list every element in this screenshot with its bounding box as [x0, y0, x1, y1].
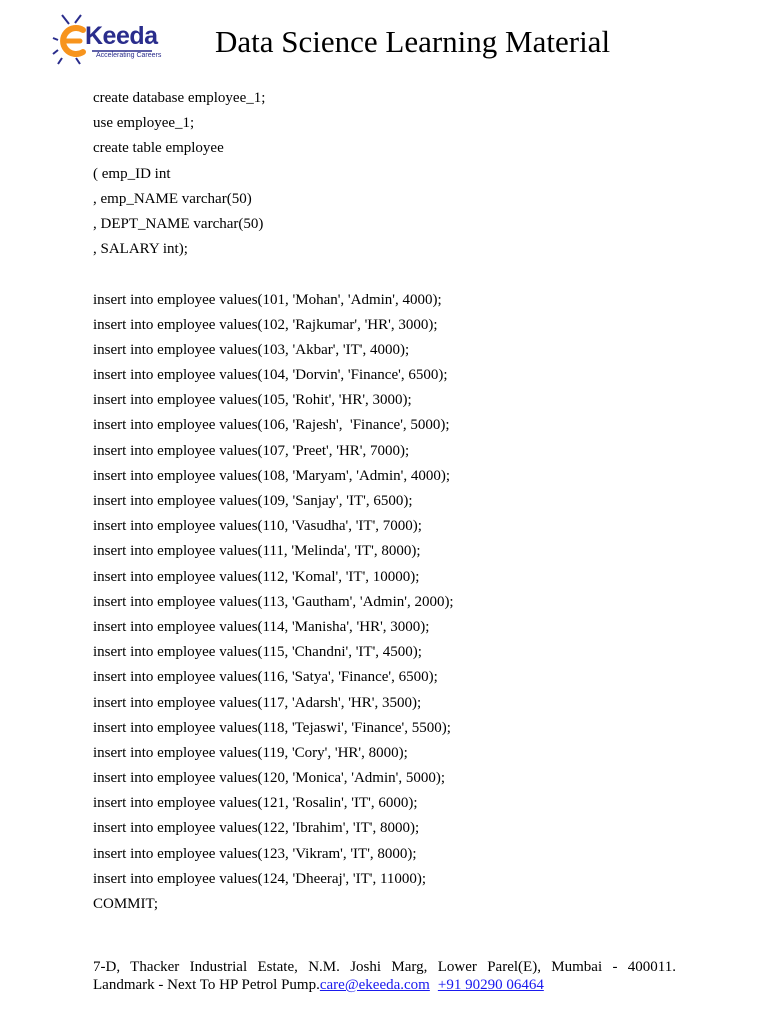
- sql-line: insert into employee values(107, 'Preet', 'HR', 7000);: [93, 442, 410, 459]
- sql-line: insert into employee values(106, 'Rajesh', 'Finance', 5000);: [93, 417, 450, 434]
- sql-line: use employee_1;: [93, 115, 195, 132]
- sql-line: insert into employee values(103, 'Akbar', 'IT', 4000);: [93, 341, 410, 358]
- sql-line: insert into employee values(118, 'Tejaswi', 'Finance', 5500);: [93, 719, 451, 736]
- sql-line: insert into employee values(115, 'Chandni', 'IT', 4500);: [93, 644, 422, 661]
- logo-tagline: Accelerating Careers: [96, 52, 162, 59]
- footer-address: 7-D, Thacker Industrial Estate, N.M. Joshi Marg, Lower Parel(E), Mumbai - 400011.: [93, 959, 676, 975]
- logo-wordmark: Keeda: [85, 22, 158, 50]
- page-title: Data Science Learning Material: [215, 24, 611, 59]
- sql-line: insert into employee values(102, 'Rajkumar', 'HR', 3000);: [93, 316, 438, 333]
- sql-line: insert into employee values(105, 'Rohit', 'HR', 3000);: [93, 392, 412, 409]
- sql-line: insert into employee values(121, 'Rosalin', 'IT', 6000);: [93, 795, 418, 812]
- sql-line: insert into employee values(108, 'Maryam', 'Admin', 4000);: [93, 467, 450, 484]
- sql-line: insert into employee values(122, 'Ibrahim', 'IT', 8000);: [93, 820, 420, 837]
- page-header: [0, 0, 768, 80]
- sql-line: insert into employee values(113, 'Gautham', 'Admin', 2000);: [93, 593, 454, 610]
- sql-line: insert into employee values(124, 'Dheeraj', 'IT', 11000);: [93, 870, 427, 887]
- sql-line: insert into employee values(104, 'Dorvin', 'Finance', 6500);: [93, 367, 448, 384]
- sql-line: create table employee: [93, 140, 224, 157]
- sql-line: COMMIT;: [93, 896, 159, 912]
- sql-line: ( emp_ID int: [93, 165, 171, 182]
- ekeeda-logo: [52, 12, 164, 66]
- sql-line: insert into employee values(123, 'Vikram', 'IT', 8000);: [93, 845, 417, 862]
- sql-line: , DEPT_NAME varchar(50): [93, 215, 264, 232]
- footer-landmark-line: [93, 976, 676, 994]
- sql-line: insert into employee values(101, 'Mohan', 'Admin', 4000);: [93, 291, 442, 308]
- sql-line: insert into employee values(120, 'Monica', 'Admin', 5000);: [93, 770, 445, 787]
- sql-code-block: [93, 86, 713, 917]
- phone-link[interactable]: +91 90290 06464: [437, 977, 544, 993]
- sql-line: insert into employee values(110, 'Vasudha', 'IT', 7000);: [93, 518, 422, 535]
- email-link[interactable]: care@ekeeda.com: [319, 977, 430, 993]
- sql-line: insert into employee values(112, 'Komal', 'IT', 10000);: [93, 568, 420, 585]
- sql-line: insert into employee values(109, 'Sanjay', 'IT', 6500);: [93, 493, 413, 509]
- sql-line: , SALARY int);: [93, 241, 188, 258]
- sql-line: insert into employee values(119, 'Cory', 'HR', 8000);: [93, 744, 408, 761]
- sql-line: insert into employee values(114, 'Manisha', 'HR', 3000);: [93, 618, 430, 635]
- sql-line: , emp_NAME varchar(50): [93, 190, 252, 207]
- footer-landmark: Landmark - Next To HP Petrol Pump.: [93, 977, 320, 993]
- sql-line: insert into employee values(116, 'Satya', 'Finance', 6500);: [93, 669, 438, 686]
- blank-line: [93, 262, 713, 287]
- sql-line: insert into employee values(117, 'Adarsh', 'HR', 3500);: [93, 694, 422, 711]
- page-footer: [93, 958, 676, 994]
- sql-line: create database employee_1;: [93, 90, 266, 106]
- sql-line: insert into employee values(111, 'Melinda', 'IT', 8000);: [93, 543, 421, 560]
